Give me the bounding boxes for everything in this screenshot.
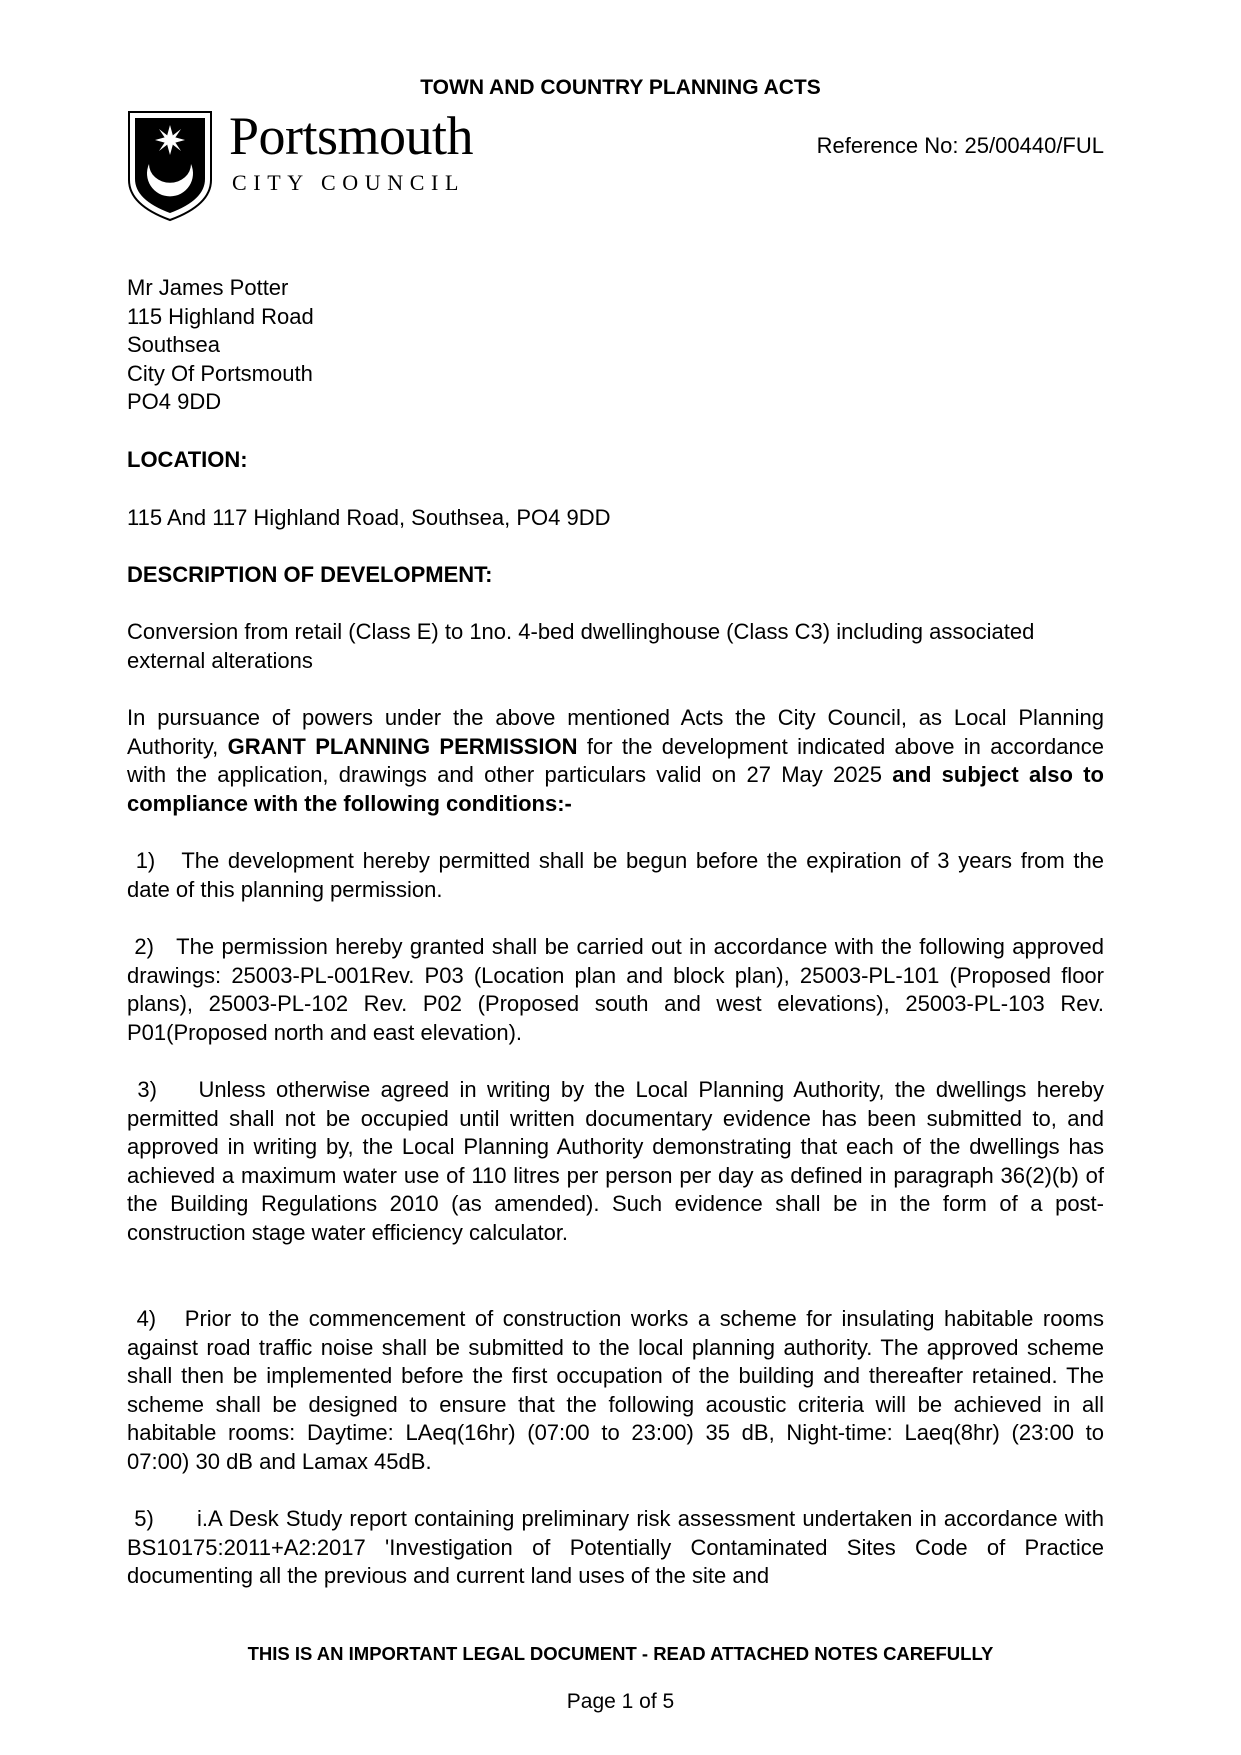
condition-1 <box>127 847 1104 904</box>
decision-paragraph <box>127 704 1104 818</box>
decision-text-cont: for the development indicated above in accordance with the application, drawings and other particulars valid on 27 May 2025 <box>127 733 1104 788</box>
address-line: Southsea <box>127 332 220 358</box>
document-title: TOWN AND COUNTRY PLANNING ACTS <box>420 76 821 99</box>
address-postcode: PO4 9DD <box>127 389 222 415</box>
condition-4 <box>127 1305 1104 1477</box>
logo-subtitle: CITY COUNCIL <box>232 170 465 195</box>
condition-text: i.A Desk Study report containing preliminary risk assessment undertaken in accordance with BS10175:2011+A2:2017 'Investigation of Potentially Contaminated Sites Code of Practice documenting all the previous and current land uses of the site and <box>127 1506 1104 1589</box>
reference-number: Reference No: 25/00440/FUL <box>816 133 1104 158</box>
condition-text: The development hereby permitted shall be begun before the expiration of 3 years from the date of this planning permission. <box>127 848 1104 902</box>
decision-text: In pursuance of powers under the above mentioned Acts the City Council, as Local Planning Authority, <box>127 705 1104 759</box>
condition-text: Prior to the commencement of construction works a scheme for insulating habitable rooms against road traffic noise shall be submitted to the local planning authority. The approved scheme shall then be implemented before the first occupation of the building and thereafter retained. The scheme shall be designed to ensure that the following acoustic criteria will be achieved in all habitable rooms: Daytime: LAeq(16hr) (07:00 to 23:00) 35 dB, Night-time: Laeq(8hr) (23:00 to 07:00) 30 dB and Lamax 45dB. <box>127 1306 1104 1474</box>
condition-3 <box>127 1076 1104 1248</box>
location-heading: LOCATION: <box>127 447 248 472</box>
crest-star-crescent-icon <box>127 110 213 222</box>
grant-permission-text: GRANT PLANNING PERMISSION <box>227 733 578 759</box>
condition-number: 3) <box>137 1077 157 1102</box>
condition-number: 4) <box>136 1306 157 1331</box>
page-number: Page 1 of 5 <box>566 1690 675 1713</box>
logo-name: Portsmouth <box>229 106 474 166</box>
condition-number: 2) <box>134 934 154 959</box>
council-logo <box>127 106 507 222</box>
condition-text: The permission hereby granted shall be carried out in accordance with the following approved drawings: 25003-PL-001Rev. P03 (Location plan and block plan), 25003-PL-101 (Proposed floor plans), 25003-PL-102 Rev. P02 (Proposed south and west elevations), 25003-PL-103 Rev. P01(Proposed north and east elevation). <box>127 934 1104 1045</box>
location-value: 115 And 117 Highland Road, Southsea, PO4 9DD <box>127 505 611 530</box>
description-heading: DESCRIPTION OF DEVELOPMENT: <box>127 562 493 587</box>
recipient-address <box>127 274 1104 417</box>
description-value: Conversion from retail (Class E) to 1no. 4-bed dwellinghouse (Class C3) including associated external alterations <box>127 619 1035 673</box>
condition-number: 1) <box>135 848 156 873</box>
condition-5 <box>127 1505 1104 1591</box>
condition-number: 5) <box>134 1506 154 1531</box>
condition-text: Unless otherwise agreed in writing by the Local Planning Authority, the dwellings hereby permitted shall not be occupied until written documentary evidence has been submitted to, and approved in writing by, the Local Planning Authority demonstrating that each of the dwellings has achieved a maximum water use of 110 litres per person per day as defined in paragraph 36(2)(b) of the Building Regulations 2010 (as amended). Such evidence shall be in the form of a post-construction stage water efficiency calculator. <box>127 1077 1104 1245</box>
condition-2 <box>127 933 1104 1047</box>
recipient-name: Mr James Potter <box>127 275 289 300</box>
address-line: 115 Highland Road <box>127 303 314 329</box>
conditions-intro: and subject also to compliance with the following conditions:- <box>127 762 1105 816</box>
legal-warning: THIS IS AN IMPORTANT LEGAL DOCUMENT - READ ATTACHED NOTES CAREFULLY <box>247 1643 994 1664</box>
address-line: City Of Portsmouth <box>127 360 313 386</box>
